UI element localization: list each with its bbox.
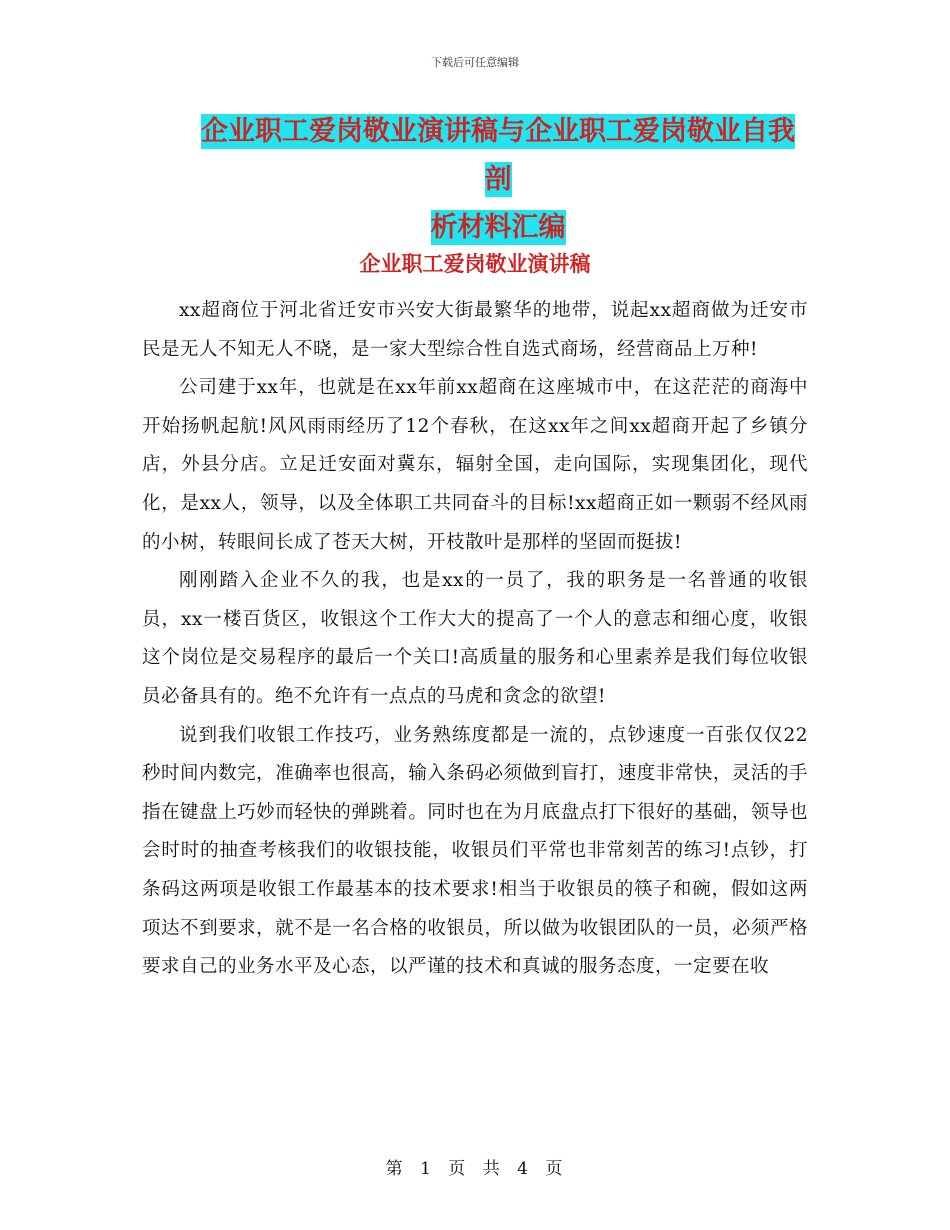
title-line-1: 企业职工爱岗敬业演讲稿与企业职工爱岗敬业自我剖: [201, 116, 795, 195]
total-pages: 4: [517, 1159, 530, 1179]
footer-page-label: 页: [448, 1159, 468, 1179]
body-text: [142, 292, 808, 987]
page-footer: [0, 1154, 950, 1179]
header-note: 下载后可任意编辑: [431, 56, 519, 69]
paragraph: 说到我们收银工作技巧，业务熟练度都是一流的，点钞速度一百张仅仅22秒时间内数完，准确率也很高，输入条码必须做到盲打，速度非常快，灵活的手指在键盘上巧妙而轻快的弹跳着。同时也在为月底盘点打下很好的基础，领导也会时时的抽查考核我们的收银技能，收银员们平常也非常刻苦的练习!点钞，打条码这两项是收银工作最基本的技术要求!相当于收银员的筷子和碗，假如这两项达不到要求，就不是一名合格的收银员，所以做为收银团队的一员，必须严格要求自己的业务水平及心态，以严谨的技术和真诚的服务态度，一定要在收: [142, 724, 808, 978]
paragraph: 公司建于xx年，也就是在xx年前xx超商在这座城市中，在这茫茫的商海中开始扬帆起航!风风雨雨经历了12个春秋，在这xx年之间xx超商开起了乡镇分店，外县分店。立足迁安面对冀东，辐射全国，走向国际，实现集团化，现代化，是xx人，领导，以及全体职工共同奋斗的目标!xx超商正如一颗弱不经风雨的小树，转眼间长成了苍天大树，开枝散叶是那样的坚固而挺拔!: [142, 377, 808, 553]
footer-prefix: 第: [385, 1159, 405, 1179]
footer-total-label: 共: [482, 1159, 502, 1179]
section-title: 企业职工爱岗敬业演讲稿: [359, 252, 591, 276]
paragraph: 刚刚踏入企业不久的我，也是xx的一员了，我的职务是一名普通的收银员，xx一楼百货区，收银这个工作大大的提高了一个人的意志和细心度，收银这个岗位是交易程序的最后一个关口!高质量的服务和心里素养是我们每位收银员必备具有的。绝不允许有一点点的马虎和贪念的欲望!: [142, 570, 808, 707]
page-number: 1: [420, 1159, 433, 1179]
footer-suffix: 页: [545, 1159, 565, 1179]
title-line-2: 析材料汇编: [430, 212, 566, 243]
paragraph: xx超商位于河北省迁安市兴安大街最繁华的地带，说起xx超商做为迁安市民是无人不知无人不晓，是一家大型综合性自选式商场，经营商品上万种!: [142, 300, 808, 360]
document-title: [188, 108, 808, 252]
